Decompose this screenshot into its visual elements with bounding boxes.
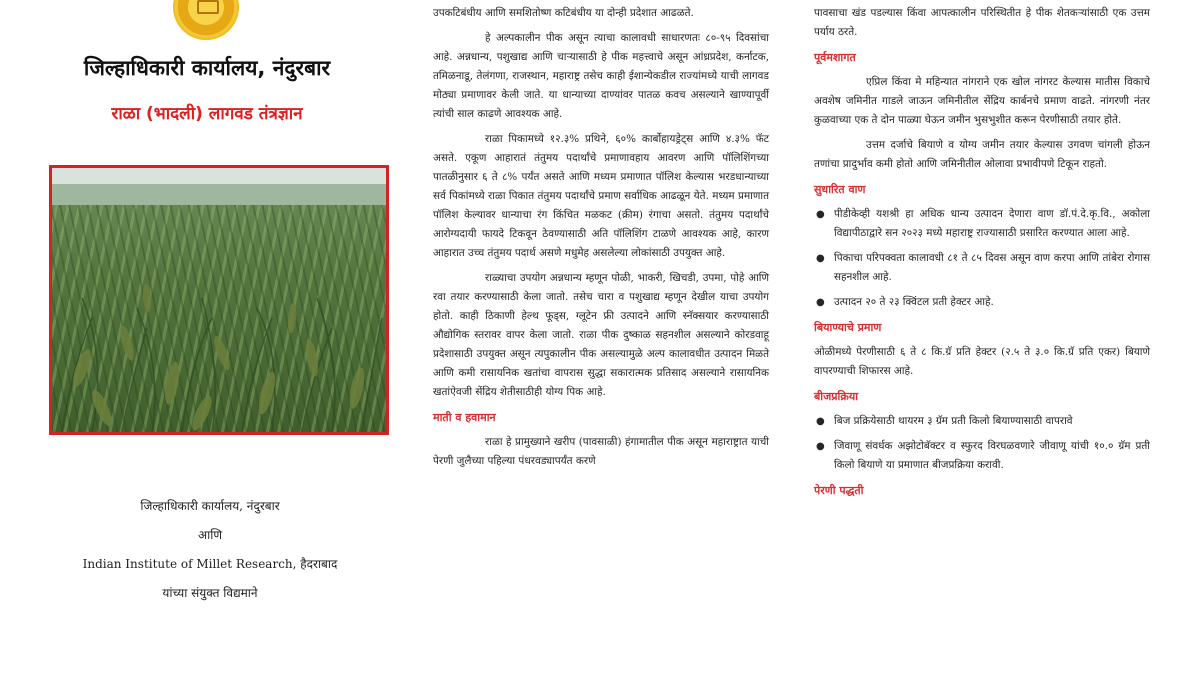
section-heading-seed-rate: बियाण्याचे प्रमाण (814, 321, 882, 334)
right-column (814, 0, 1150, 506)
list-item: ● बिज प्रक्रियेसाठी थायरम ३ ग्रॅम प्रती किलो बियाण्यासाठी वापरावे (814, 412, 1150, 431)
paragraph: एप्रिल किंवा मे महिन्यात नांगराने एक खोल नांगरट केल्यास मातीस विकाचे अवशेष जमिनीत गाडले जाऊन जमिनीतील सेंद्रिय कार्बनचे प्रमाण वाढते. नांगरणी नंतर कुळवाच्या एक ते दोन पाळ्या घेऊन जमीन भुसभुशीत करून पेरणीसाठी तयार होते. (814, 76, 1150, 126)
variety-list (814, 205, 1150, 312)
paragraph: राळ्याचा उपयोग अन्नधान्य म्हणून पोळी, भाकरी, खिचडी, उपमा, पोहे आणि रवा तयार करण्यासाठी केला जातो. तसेच चारा व पशुखाद्य म्हणून देखील याचा उपयोग होतो. काही ठिकाणी हेल्थ फूड्स, ग्लूटेन फ्री उत्पादने आणि स्नॅक्सयार करण्यासाठी औद्योगिक स्तरावर वापर केला जातो. राळा पीक दुष्काळ सहनशील असल्याने कोरडवाहू प्रदेशासाठी उपयुक्त असून त्यपुकालीन पीक असल्यामुळे अल्प कालावधीत उत्पादन मिळते आणि कमी रासायनिक खतांचा वापरास सुद्धा सकारात्मक प्रतिसाद असल्याने रासायनिक खतांऐवजी सेंद्रिय शेतीसाठीही योग्य पिक आहे. (433, 272, 769, 398)
document-title: राळा (भादली) लागवड तंत्रज्ञान (111, 104, 303, 124)
paragraph: उत्तम दर्जाचे बियाणे व योग्य जमीन तयार केल्यास उगवण चांगली होऊन तणांचा प्रादुर्भाव कमी होतो आणि जमिनीतील ओलावा प्रभावीपणे टिकून राहतो. (814, 139, 1150, 170)
paragraph: उपकटिबंधीय आणि समशितोष्ण कटिबंधीय या दोन्ही प्रदेशात आढळते. (433, 7, 694, 19)
cover-panel (0, 0, 400, 675)
paragraph: राळा पिकामध्ये १२.३% प्रथिने, ६०% कार्बोहायड्रेट्स आणि ४.३% फॅट असते. एकूण आहारातं तंतुमय पदार्थांचे प्रमाणावहाय आवरण आणि पॉलिशिंगच्या पातळीनुसार ६ ते ८% पर्यंत असते आणि मध्यम प्रमाणात पॉलिश केल्यास भरडधान्याच्या सर्व पिकांमध्ये राळा पिकात तंतुमय पदार्थांचे प्रमाण सर्वाधिक आढळून येते. मध्यम प्रमाणात पॉलिश केल्यावर धान्याचा रंग किंचित मळकट (क्रीम) रंगाचा असतो. तंतुमय पदार्थांचे आरोग्यदायी फायदे टिकवून ठेवण्यासाठी अति पॉलिशिंग टाळणे आवश्यक आहे, कारण आहारात उच्च तंतुमय पदार्थ असणे मधुमेह असलेल्या लोकांसाठी उपयुक्त आहे. (433, 133, 769, 259)
office-title: जिल्हाधिकारी कार्यालय, नंदुरबार (83, 56, 331, 80)
paragraph: पावसाचा खंड पडल्यास किंवा आपत्कालीन परिस्थितीत हे पीक शेतकऱ्यांसाठी एक उत्तम पर्याय ठरते. (814, 7, 1150, 38)
millet-crop-photo (49, 165, 389, 435)
credit-line: आणि (197, 528, 223, 542)
paragraph: ओळीमध्ये पेरणीसाठी ६ ते ८ कि.ग्रॅ प्रति हेक्टर (२.५ ते ३.० कि.ग्रॅ प्रति एकर) बियाणे वापरण्याची शिफारस आहे. (814, 346, 1150, 377)
section-heading-soil: माती व हवामान (433, 411, 496, 424)
credit-line: Indian Institute of Millet Research, हैदराबाद (82, 557, 338, 571)
middle-column (433, 0, 769, 477)
section-heading-sowing: पेरणी पद्धती (814, 484, 864, 497)
paragraph: राळा हे प्रामुख्याने खरीप (पावसाळी) हंगामातील पीक असून महाराष्ट्रात याची पेरणी जुलैच्या पहिल्या पंधरवड्यापर्यंत करणे (433, 436, 769, 467)
section-heading-preparation: पूर्वमशागत (814, 51, 856, 64)
treatment-list (814, 412, 1150, 475)
millet-field-illustration (52, 168, 386, 432)
collaboration-credit (60, 492, 360, 608)
list-item: ● जिवाणू संवर्धक अझोटोबॅक्टर व स्फुरद विरघळवणारे जीवाणू यांची १०.० ग्रॅम प्रती किलो बियाणे या प्रमाणात बीजप्रक्रिया करावी. (814, 437, 1150, 475)
government-emblem-icon (173, 0, 239, 40)
credit-line: यांच्या संयुक्त विद्यमाने (162, 586, 258, 600)
section-heading-varieties: सुधारित वाण (814, 183, 866, 196)
list-item: ● उत्पादन २० ते २३ क्विंटल प्रती हेक्टर आहे. (814, 293, 1150, 312)
section-heading-seed-treatment: बीजप्रक्रिया (814, 390, 859, 403)
credit-line: जिल्हाधिकारी कार्यालय, नंदुरबार (140, 499, 280, 513)
list-item: ● पीडीकेव्ही यशश्री हा अधिक धान्य उत्पादन देणारा वाण डॉ.पं.दे.कृ.वि., अकोला विद्यापीठाद्वारे सन २०२३ मध्ये महाराष्ट्र राज्यासाठी प्रसारित करण्यात आला आहे. (814, 205, 1150, 243)
list-item: ● पिकाचा परिपक्वता कालावधी ८१ ते ८५ दिवस असून वाण करपा आणि तांबेरा रोगास सहनशील आहे. (814, 249, 1150, 287)
paragraph: हे अल्पकालीन पीक असून त्याचा कालावधी साधारणतः ८०-९५ दिवसांचा आहे. अन्नधान्य, पशुखाद्य आणि चाऱ्यासाठी हे पीक महत्त्वाचे असून आंध्रप्रदेश, कर्नाटक, तमिळनाडू, तेलंगणा, राजस्थान, महाराष्ट्र तसेच काही ईशान्येकडील राज्यांमध्ये याची लागवड मोठ्या प्रमाणावर केली जाते. या धान्याच्या दाण्यांवर पातळ कवच असल्याने खाण्यापूर्वी त्यांची साल काढणे आवश्यक आहे. (433, 32, 769, 120)
